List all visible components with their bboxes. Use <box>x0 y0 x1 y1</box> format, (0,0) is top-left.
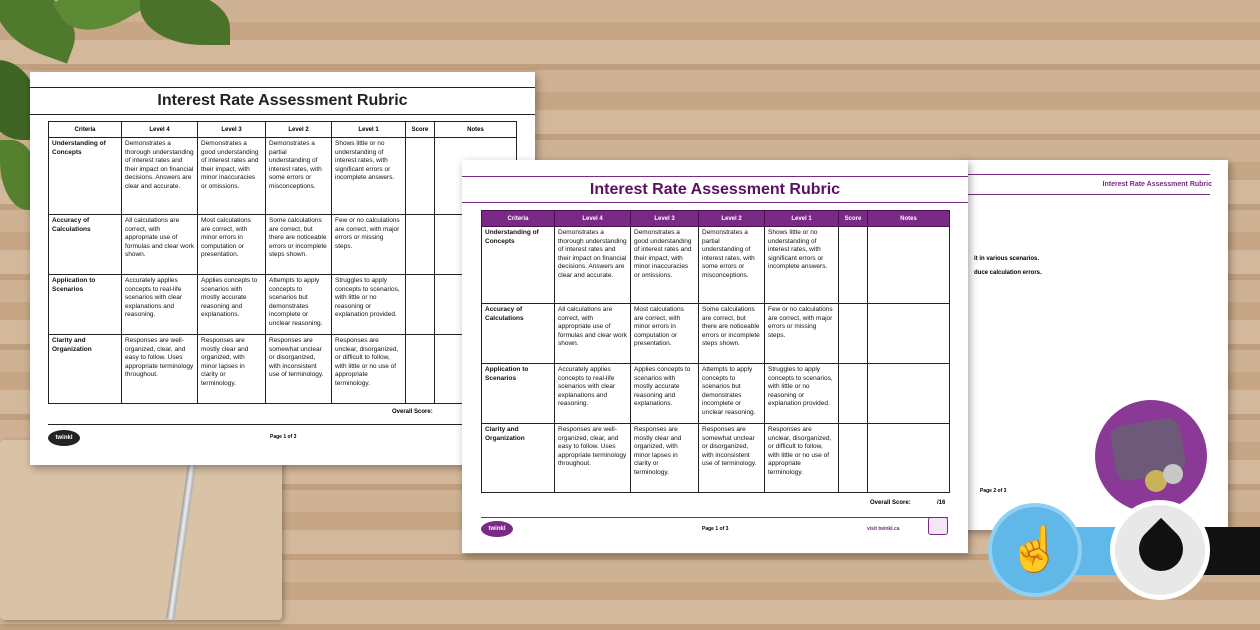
page-number: Page 2 of 3 <box>980 488 1007 494</box>
table-row <box>482 424 950 493</box>
column-header: Level 2 <box>266 122 332 138</box>
hand-tap-icon: ☝ <box>988 503 1082 597</box>
empty-cell <box>839 304 868 364</box>
level-cell: Responses are unclear, disorganized, or difficult to follow, with little or no use of appropriate terminology. <box>332 335 406 404</box>
page-title: Interest Rate Assessment Rubric <box>157 92 408 109</box>
level-cell: Responses are unclear, disorganized, or difficult to follow, with little or no use of appropriate terminology. <box>765 424 839 493</box>
level-cell: Few or no calculations are correct, with major errors or missing steps. <box>332 215 406 275</box>
level-cell: Demonstrates a good understanding of interest rates and their impact, with minor inaccuracies or omissions. <box>631 227 699 304</box>
table-row <box>49 335 517 404</box>
level-cell: Demonstrates a thorough understanding of interest rates and their impact on financial decisions. Answers are clear and accurate. <box>555 227 631 304</box>
column-header: Level 3 <box>631 211 699 227</box>
page-title: Interest Rate Assessment Rubric <box>589 181 841 198</box>
level-cell: Few or no calculations are correct, with major errors or missing steps. <box>765 304 839 364</box>
empty-cell <box>839 364 868 424</box>
criteria-cell: Application to Scenarios <box>49 275 122 335</box>
level-cell: Shows little or no understanding of interest rates, with significant errors or incomplete answers. <box>332 138 406 215</box>
column-header: Level 1 <box>332 122 406 138</box>
level-cell: Most calculations are correct, with minor errors in computation or presentation. <box>631 304 699 364</box>
column-header: Level 1 <box>765 211 839 227</box>
table-row <box>482 364 950 424</box>
level-cell: Struggles to apply concepts to scenarios, with little or no reasoning or explanation provided. <box>332 275 406 335</box>
coin-purse-image <box>1095 400 1207 512</box>
rubric-table <box>48 121 517 404</box>
level-cell: Some calculations are correct, but there are noticeable errors or incomplete steps shown. <box>699 304 765 364</box>
column-header: Notes <box>868 211 950 227</box>
table-row <box>49 138 517 215</box>
level-cell: Attempts to apply concepts to scenarios but demonstrates incomplete or unclear reasoning. <box>699 364 765 424</box>
level-cell: Responses are mostly clear and organized, with minor lapses in clarity or terminology. <box>631 424 699 493</box>
level-cell: All calculations are correct, with appropriate use of formulas and clear work shown. <box>122 215 198 275</box>
level-cell: Accurately applies concepts to real-life scenarios with clear explanations and reasoning. <box>555 364 631 424</box>
column-header: Level 4 <box>122 122 198 138</box>
level-cell: Attempts to apply concepts to scenarios but demonstrates incomplete or unclear reasoning. <box>266 275 332 335</box>
column-header: Score <box>839 211 868 227</box>
rubric-page-color <box>462 160 968 553</box>
website-link[interactable]: visit twinkl.ca <box>867 526 900 532</box>
criteria-cell: Clarity and Organization <box>49 335 122 404</box>
empty-cell <box>406 335 435 404</box>
criteria-cell: Understanding of Concepts <box>482 227 555 304</box>
level-cell: Struggles to apply concepts to scenarios, with little or no reasoning or explanation provided. <box>765 364 839 424</box>
level-cell: Applies concepts to scenarios with mostly accurate reasoning and explanations. <box>631 364 699 424</box>
text-line: duce calculation errors. <box>974 270 1042 276</box>
level-cell: Demonstrates a good understanding of interest rates and their impact, with minor inaccuracies or omissions. <box>198 138 266 215</box>
criteria-cell: Clarity and Organization <box>482 424 555 493</box>
rubric-table <box>481 210 950 493</box>
header-row <box>482 211 950 227</box>
overall-score-total: /16 <box>937 500 946 506</box>
header-title: Interest Rate Assessment Rubric <box>1102 181 1212 188</box>
empty-cell <box>406 275 435 335</box>
table-row <box>482 304 950 364</box>
criteria-cell: Understanding of Concepts <box>49 138 122 215</box>
overall-score-label: Overall Score: <box>392 409 433 415</box>
header-row <box>49 122 517 138</box>
column-header: Score <box>406 122 435 138</box>
level-cell: Demonstrates a thorough understanding of interest rates and their impact on financial decisions. Answers are clear and accurate. <box>122 138 198 215</box>
empty-cell <box>868 364 950 424</box>
ink-drop-icon <box>1110 500 1210 600</box>
level-cell: Accurately applies concepts to real-life scenarios with clear explanations and reasoning. <box>122 275 198 335</box>
rubric-page-bw <box>30 72 535 465</box>
level-cell: Responses are mostly clear and organized, with minor lapses in clarity or terminology. <box>198 335 266 404</box>
level-cell: Responses are somewhat unclear or disorganized, with inconsistent use of terminology. <box>266 335 332 404</box>
column-header: Criteria <box>482 211 555 227</box>
table-row <box>482 227 950 304</box>
level-cell: All calculations are correct, with appropriate use of formulas and clear work shown. <box>555 304 631 364</box>
level-cell: Responses are well-organized, clear, and easy to follow. Uses appropriate terminology throughout. <box>555 424 631 493</box>
page-number: Page 1 of 3 <box>702 526 729 532</box>
empty-cell <box>839 424 868 493</box>
column-header: Level 2 <box>699 211 765 227</box>
column-header: Level 3 <box>198 122 266 138</box>
page-number: Page 1 of 3 <box>270 434 297 440</box>
column-header: Criteria <box>49 122 122 138</box>
empty-cell <box>868 424 950 493</box>
empty-cell <box>868 227 950 304</box>
level-cell: Responses are somewhat unclear or disorganized, with inconsistent use of terminology. <box>699 424 765 493</box>
column-header: Notes <box>435 122 517 138</box>
empty-cell <box>406 215 435 275</box>
twinkl-badge-icon <box>928 517 948 535</box>
level-cell: Demonstrates a partial understanding of interest rates, with some errors or misconceptions. <box>699 227 765 304</box>
table-row <box>49 215 517 275</box>
criteria-cell: Accuracy of Calculations <box>49 215 122 275</box>
rubric-page-3 <box>960 160 1228 530</box>
level-cell: Applies concepts to scenarios with mostly accurate reasoning and explanations. <box>198 275 266 335</box>
empty-cell <box>868 304 950 364</box>
criteria-cell: Accuracy of Calculations <box>482 304 555 364</box>
level-cell: Demonstrates a partial understanding of interest rates, with some errors or misconceptions. <box>266 138 332 215</box>
text-line: it in various scenarios. <box>974 256 1040 262</box>
level-cell: Responses are well-organized, clear, and easy to follow. Uses appropriate terminology throughout. <box>122 335 198 404</box>
notebook <box>0 440 282 620</box>
criteria-cell: Application to Scenarios <box>482 364 555 424</box>
twinkl-logo: twinkl <box>481 521 513 537</box>
level-cell: Some calculations are correct, but there are noticeable errors or incomplete steps shown. <box>266 215 332 275</box>
level-cell: Shows little or no understanding of interest rates, with significant errors or incomplete answers. <box>765 227 839 304</box>
level-cell: Most calculations are correct, with minor errors in computation or presentation. <box>198 215 266 275</box>
twinkl-logo: twinkl <box>48 430 80 446</box>
column-header: Level 4 <box>555 211 631 227</box>
empty-cell <box>406 138 435 215</box>
table-row <box>49 275 517 335</box>
overall-score-label: Overall Score: <box>870 500 911 506</box>
empty-cell <box>839 227 868 304</box>
